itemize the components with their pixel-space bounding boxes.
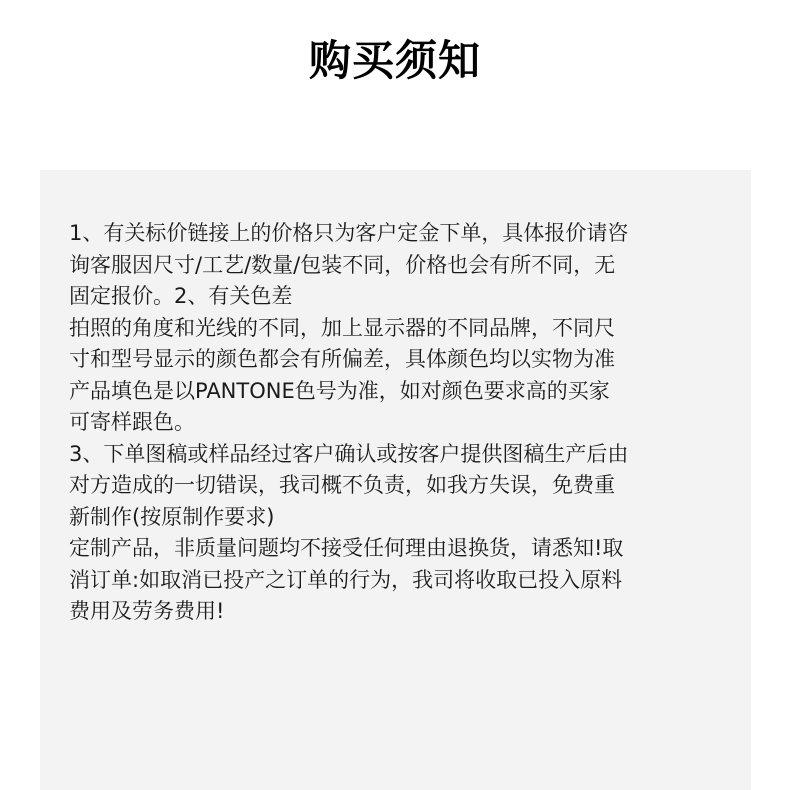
notice-line: 寸和型号显示的颜色都会有所偏差，具体颜色均以实物为准 (69, 347, 615, 371)
notice-line: 3、下单图稿或样品经过客户确认或按客户提供图稿生产后由 (69, 441, 629, 466)
notice-line: 1、有关标价链接上的价格只为客户定金下单，具体报价请咨 (69, 221, 629, 245)
notice-line: 拍照的角度和光线的不同，加上显示器的不同品牌，不同尺 (69, 315, 615, 340)
page-title: 购买须知 (308, 36, 481, 85)
notice-line: 对方造成的一切错误，我司概不负责，如我方失误，免费重 (69, 473, 615, 497)
notice-line: 消订单:如取消已投产之订单的行为，我司将收取已投入原料 (69, 567, 623, 592)
notice-text (69, 218, 717, 628)
notice-line: 产品填色是以PANTONE色号为准，如对颜色要求高的买家 (69, 378, 610, 403)
notice-line: 定制产品，非质量问题均不接受任何理由退换货，请悉知!取 (69, 536, 624, 560)
notice-line: 费用及劳务费用! (69, 599, 225, 623)
notice-line: 新制作(按原制作要求) (69, 504, 275, 529)
notice-panel (40, 170, 751, 790)
notice-line: 可寄样跟色。 (69, 410, 195, 434)
notice-line: 询客服因尺寸/工艺/数量/包装不同，价格也会有所不同，无 (69, 252, 616, 277)
notice-line: 固定报价。2、有关色差 (69, 284, 293, 308)
